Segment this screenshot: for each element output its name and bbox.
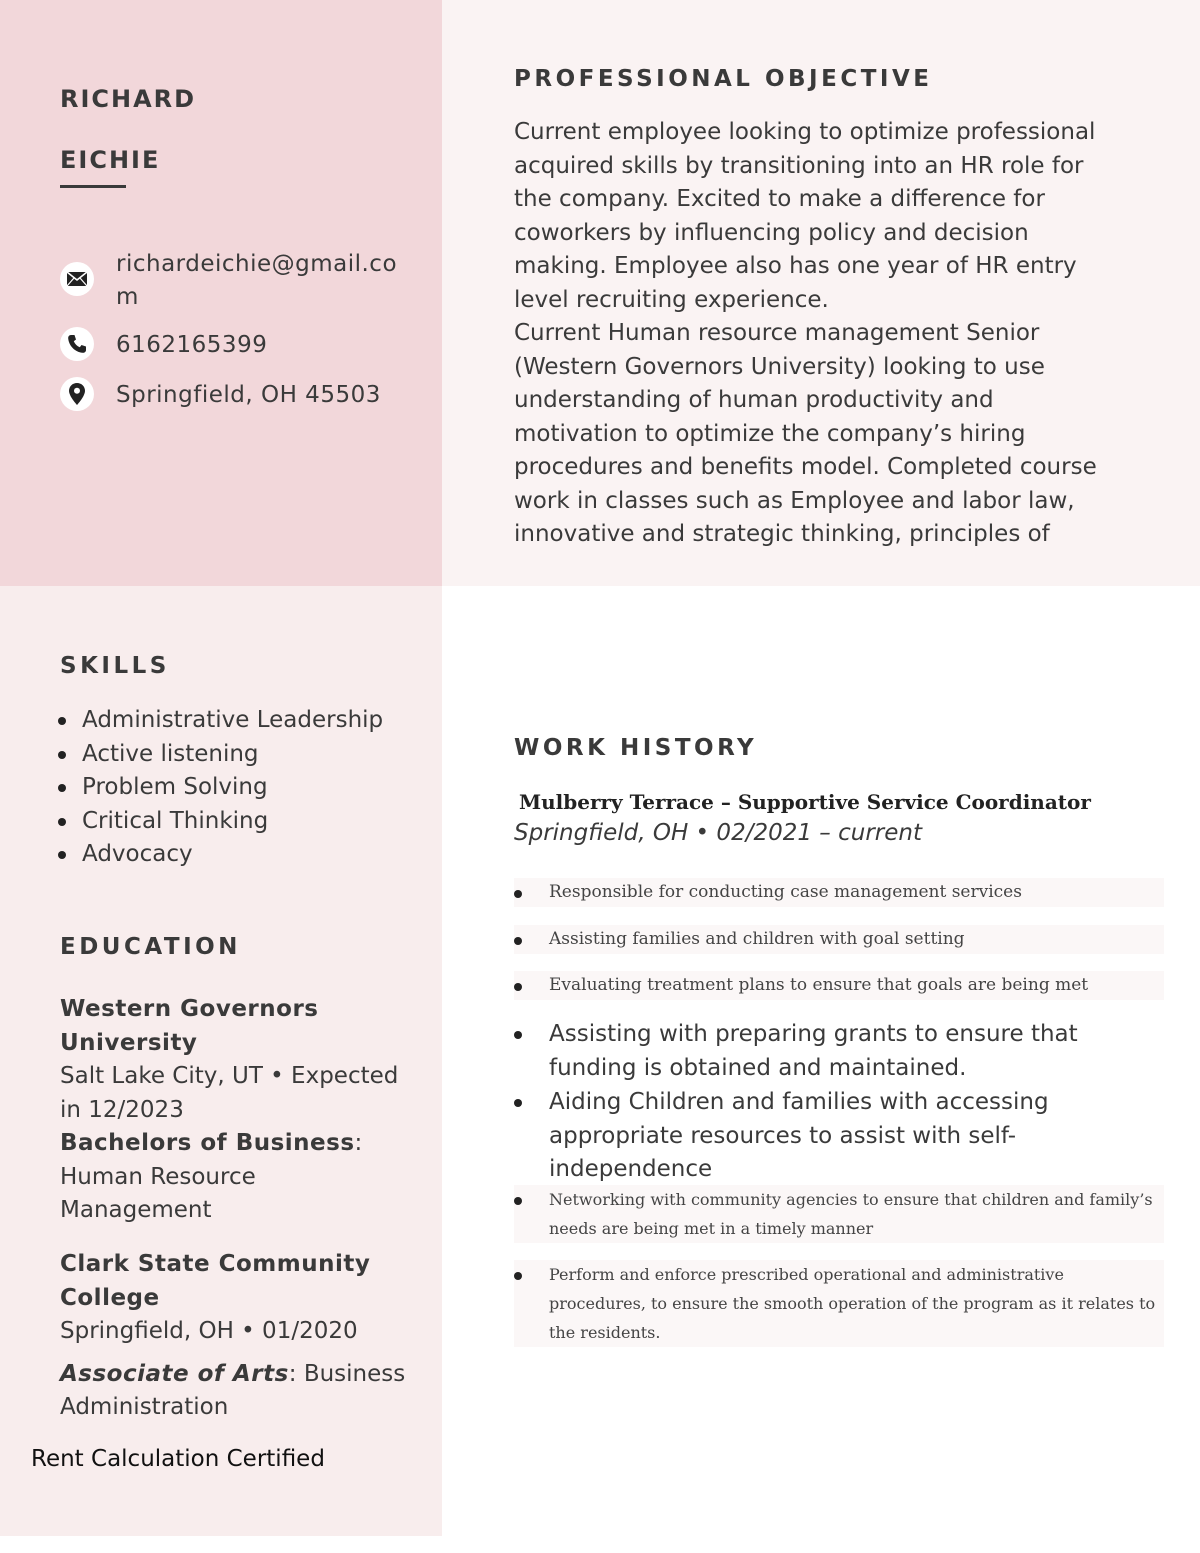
education-entry-wgu [60, 993, 420, 1228]
job-bullet [514, 1185, 1164, 1243]
bullet-line: Assisting families and children with goal setting [549, 929, 965, 949]
phone-number[interactable]: 6162165399 [116, 332, 268, 358]
school-meta: Springfield, OH • 01/2020 [60, 1318, 358, 1344]
job-location-dates: Springfield, OH • 02/2021 – [514, 820, 839, 846]
work-history-heading: WORK HISTORY [514, 735, 758, 761]
degree-title: Associate of Arts [60, 1360, 289, 1387]
bullet-line: independence [549, 1156, 713, 1182]
email[interactable] [116, 248, 397, 314]
location: Springfield, OH 45503 [116, 382, 381, 408]
bullet-line: Evaluating treatment plans to ensure that goals are being met [549, 975, 1089, 995]
objective-line: Current Human resource management Senior [514, 320, 1040, 346]
certification: Rent Calculation Certified [31, 1446, 325, 1472]
school-meta: Salt Lake City, UT • Expected [60, 1063, 399, 1089]
degree-title: Bachelors of Business [60, 1130, 355, 1156]
school-name: Clark State Community [60, 1251, 371, 1277]
bullet-line: needs are being met in a timely manner [549, 1219, 874, 1238]
job-bullet [514, 1260, 1164, 1347]
location-pin-icon [60, 377, 94, 411]
objective-line: (Western Governors University) looking to use [514, 353, 1045, 380]
school-name: Western Governors [60, 996, 319, 1022]
objective-text [514, 116, 1134, 552]
phone-icon [60, 327, 94, 361]
bullet-line: the residents. [549, 1323, 661, 1342]
last-name: EICHIE [60, 146, 161, 174]
job-bullet [514, 1018, 1164, 1085]
job-bullet [514, 1086, 1164, 1187]
objective-line: innovative and strategic thinking, principles of [514, 521, 1050, 547]
bullet-line: funding is obtained and maintained. [549, 1054, 967, 1081]
objective-line: Current employee looking to optimize professional [514, 119, 1096, 145]
objective-line: understanding of human productivity and [514, 387, 994, 413]
objective-line: making. Employee also has one year of HR entry [514, 253, 1077, 279]
bullet-line: Networking with community agencies to ensure that children and family’s [549, 1190, 1153, 1209]
school-name: College [60, 1284, 160, 1311]
objective-line: coworkers by influencing policy and decision [514, 219, 1029, 246]
degree-field: : Business [288, 1360, 406, 1387]
bullet-line: Responsible for conducting case management services [549, 882, 1022, 902]
degree-separator: : [354, 1130, 363, 1156]
first-name: RICHARD [60, 85, 197, 113]
objective-line: the company. Excited to make a difference for [514, 186, 1045, 212]
objective-line: procedures and benefits model. Completed course [514, 454, 1097, 480]
objective-heading: PROFESSIONAL OBJECTIVE [514, 66, 933, 92]
job-current: current [838, 820, 922, 846]
name-divider [60, 185, 126, 188]
degree-field: Human Resource [60, 1163, 256, 1190]
objective-line: acquired skills by transitioning into an HR role for [514, 152, 1084, 179]
job-bullet [514, 878, 1164, 907]
job-bullet [514, 971, 1164, 1000]
job-bullet [514, 925, 1164, 954]
objective-line: work in classes such as Employee and labor law, [514, 487, 1075, 514]
skill-item: Problem Solving [58, 771, 383, 805]
objective-line: level recruiting experience. [514, 286, 829, 313]
bullet-line: Assisting with preparing grants to ensure that [549, 1021, 1078, 1047]
degree-field: Administration [60, 1394, 229, 1420]
education-entry-clark [60, 1248, 420, 1425]
bullet-line: appropriate resources to assist with self- [549, 1122, 1017, 1149]
job-meta [514, 820, 922, 846]
email-line-2: m [116, 284, 139, 310]
skill-item: Advocacy [58, 838, 383, 872]
email-line-1: richardeichie@gmail.co [116, 251, 398, 277]
skill-item: Active listening [58, 738, 383, 772]
objective-line: motivation to optimize the company’s hiring [514, 420, 1026, 447]
envelope-icon [60, 262, 94, 296]
school-name: University [60, 1029, 198, 1056]
job-title: Mulberry Terrace – Supportive Service Coordinator [519, 790, 1091, 814]
skills-heading: SKILLS [60, 653, 170, 679]
skills-list [58, 704, 383, 872]
skill-item: Critical Thinking [58, 805, 383, 839]
bullet-line: Perform and enforce prescribed operational and administrative [549, 1265, 1064, 1284]
education-heading: EDUCATION [60, 934, 241, 960]
bullet-line: procedures, to ensure the smooth operation of the program as it relates to [549, 1294, 1156, 1313]
skill-item: Administrative Leadership [58, 704, 383, 738]
degree-field: Management [60, 1197, 212, 1223]
school-meta: in 12/2023 [60, 1096, 184, 1123]
bullet-line: Aiding Children and families with accessing [549, 1089, 1049, 1115]
